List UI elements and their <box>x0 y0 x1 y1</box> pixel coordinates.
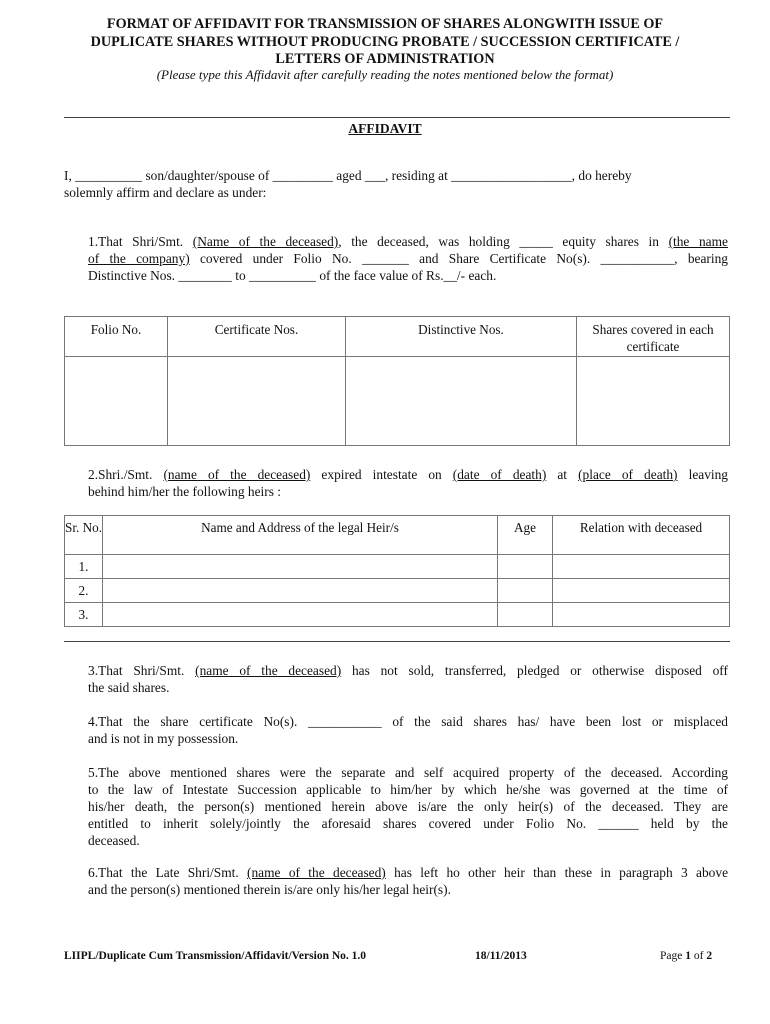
p1-company-name-1: (the name <box>668 234 728 249</box>
shares-covered-cell <box>577 357 730 446</box>
p4-text-b: and is not in my possession. <box>88 731 239 746</box>
certificate-nos-cell <box>168 357 346 446</box>
name-address-cell <box>103 579 498 603</box>
header-distinctive-nos: Distinctive Nos. <box>346 317 577 357</box>
sr-no-cell: 3. <box>65 603 103 627</box>
page-total: 2 <box>706 950 713 962</box>
p5-line-3: his/her death, the person(s) mentioned herein above is/are the only heir(s) of the deceased. They are <box>88 799 728 814</box>
page-prefix: Page <box>660 950 686 962</box>
p2-text-a: 2.Shri./Smt. <box>88 467 164 482</box>
p2-text-e: behind him/her the following heirs : <box>88 484 282 499</box>
heading-line-1: FORMAT OF AFFIDAVIT FOR TRANSMISSION OF SHARES ALONGWITH ISSUE OF <box>106 16 664 32</box>
p6-text-c: and the person(s) mentioned therein is/are only his/her legal heir(s). <box>88 882 451 897</box>
shares-table <box>64 316 730 446</box>
heirs-table <box>64 515 730 627</box>
p5-line-4: entitled to inherit solely/jointly the aforesaid shares covered under Folio No. ______ held by the <box>88 816 728 831</box>
page-mid: of <box>690 950 707 962</box>
p1-deceased-name: (Name of the deceased) <box>192 234 339 249</box>
sr-no-cell: 2. <box>65 579 103 603</box>
page-current: 1 <box>685 950 691 962</box>
table-row <box>65 579 730 603</box>
paragraph-1 <box>88 233 728 284</box>
age-cell <box>498 603 553 627</box>
table-row <box>65 555 730 579</box>
p6-text-a: 6.That the Late Shri/Smt. <box>88 865 248 880</box>
p3-text-a: 3.That Shri/Smt. <box>88 663 196 678</box>
sr-no-cell: 1. <box>65 555 103 579</box>
shares-table-row <box>65 357 730 446</box>
p1-text-b: , the deceased, was holding _____ equity shares in <box>338 234 669 249</box>
p6-deceased-name: (name of the deceased) <box>247 865 386 880</box>
heading-note: (Please type this Affidavit after carefully reading the notes mentioned below the format) <box>156 67 614 82</box>
heirs-table-header <box>65 516 730 555</box>
top-rule <box>64 117 730 118</box>
footer-doc-ref: LIIPL/Duplicate Cum Transmission/Affidavit/Version No. 1.0 <box>64 950 367 962</box>
header-age: Age <box>498 516 553 555</box>
relation-cell <box>553 555 730 579</box>
header-folio-no: Folio No. <box>65 317 168 357</box>
p5-line-2: to the law of Intestate Succession applicable to him/her by which he/she was governed at the time of <box>88 782 728 797</box>
distinctive-nos-cell <box>346 357 577 446</box>
paragraph-6 <box>88 864 728 898</box>
p1-text-d: Distinctive Nos. ________ to __________ of the face value of Rs.__/- each. <box>88 268 497 283</box>
table-row <box>65 603 730 627</box>
p2-text-b: expired intestate on <box>310 467 453 482</box>
name-address-cell <box>103 555 498 579</box>
relation-cell <box>553 579 730 603</box>
p1-text-c: covered under Folio No. _______ and Share Certificate No(s). ___________, bearing <box>189 251 728 266</box>
p3-text-c: the said shares. <box>88 680 170 695</box>
p2-text-c: at <box>546 467 579 482</box>
folio-no-cell <box>65 357 168 446</box>
paragraph-4 <box>88 713 728 747</box>
p5-line-5: deceased. <box>88 833 140 848</box>
mid-rule <box>64 641 730 642</box>
age-cell <box>498 579 553 603</box>
p1-company-name-2: of the company) <box>88 251 190 266</box>
intro-line-2: solemnly affirm and declare as under: <box>64 185 267 200</box>
header-name-address: Name and Address of the legal Heir/s <box>103 516 498 555</box>
name-address-cell <box>103 603 498 627</box>
paragraph-3 <box>88 662 728 696</box>
p2-date-of-death: (date of death) <box>452 467 547 482</box>
age-cell <box>498 555 553 579</box>
header-relation: Relation with deceased <box>553 516 730 555</box>
p3-deceased-name: (name of the deceased) <box>195 663 342 678</box>
p2-place-of-death: (place of death) <box>578 467 678 482</box>
p4-text-a: 4.That the share certificate No(s). ___________ of the said shares has/ have been lost or misplaced <box>88 714 728 729</box>
p5-line-1: 5.The above mentioned shares were the separate and self acquired property of the deceased. According <box>88 765 728 780</box>
intro-line-1: I, __________ son/daughter/spouse of _________ aged ___, residing at __________________, do hereby <box>64 168 632 183</box>
relation-cell <box>553 603 730 627</box>
heading-line-3: LETTERS OF ADMINISTRATION <box>275 51 495 67</box>
intro-paragraph <box>64 167 730 201</box>
footer-page-number <box>660 950 712 962</box>
heading-line-2: DUPLICATE SHARES WITHOUT PRODUCING PROBATE / SUCCESSION CERTIFICATE / <box>90 34 680 50</box>
header-sr-no: Sr. No. <box>65 516 103 555</box>
p6-text-b: has left ho other heir than these in paragraph 3 above <box>385 865 729 880</box>
p1-text-a: 1.That Shri/Smt. <box>88 234 193 249</box>
p2-text-d: leaving <box>677 467 729 482</box>
affidavit-title: AFFIDAVIT <box>348 121 422 136</box>
p3-text-b: has not sold, transferred, pledged or otherwise disposed off <box>341 663 728 678</box>
header-certificate-nos: Certificate Nos. <box>168 317 346 357</box>
footer-date: 18/11/2013 <box>475 950 527 962</box>
shares-table-header <box>65 317 730 357</box>
paragraph-5 <box>88 764 728 849</box>
p2-deceased-name: (name of the deceased) <box>163 467 311 482</box>
header-shares-covered: Shares covered in each certificate <box>577 317 730 357</box>
paragraph-2 <box>88 466 728 500</box>
